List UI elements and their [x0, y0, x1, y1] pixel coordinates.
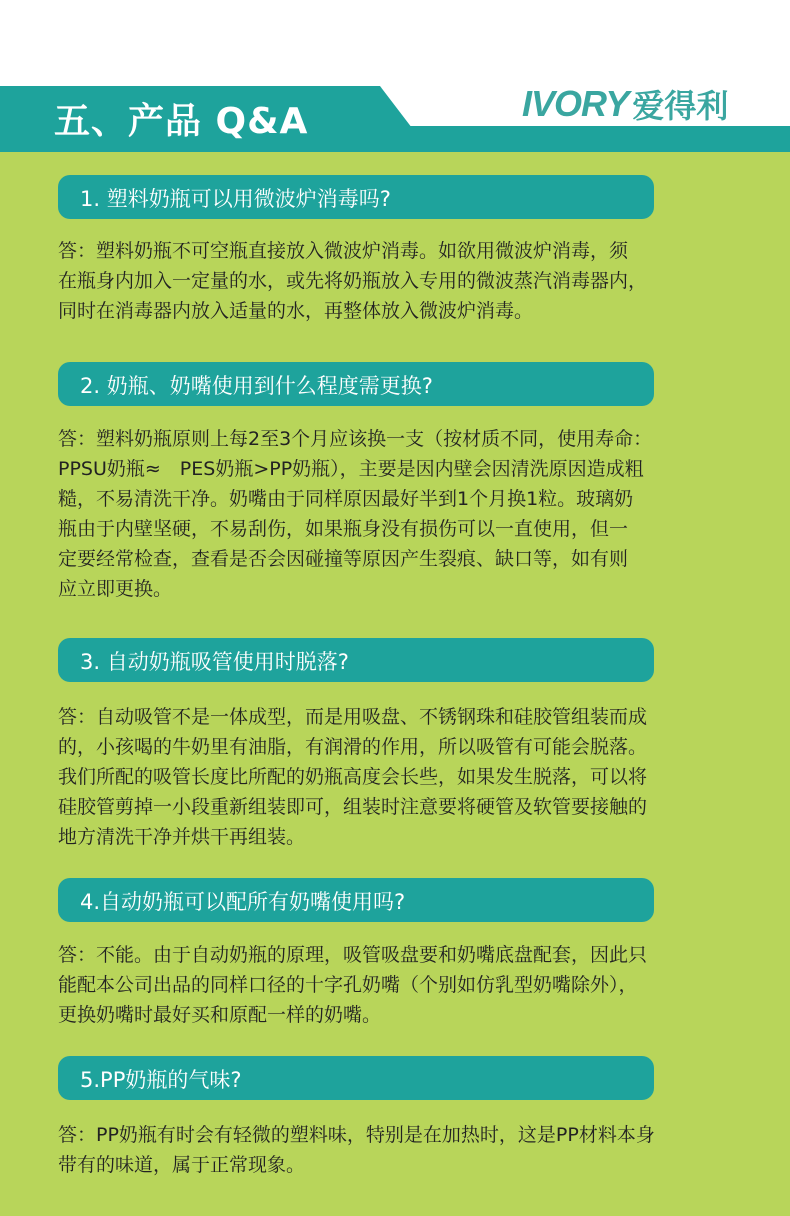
answer-block-4	[58, 940, 748, 1030]
answer-line: 更换奶嘴时最好买和原配一样的奶嘴。	[58, 1004, 382, 1026]
answer-line: 我们所配的吸管长度比所配的奶瓶高度会长些，如果发生脱落，可以将	[58, 766, 648, 788]
question-banner-2	[58, 362, 654, 406]
answer-block-3	[58, 702, 748, 852]
question-banner-1	[58, 175, 654, 219]
answer-line: 应立即更换。	[58, 578, 173, 600]
answer-line: 在瓶身内加入一定量的水，或先将奶瓶放入专用的微波蒸汽消毒器内，	[58, 270, 648, 292]
answer-line: 答：自动吸管不是一体成型，而是用吸盘、不锈钢珠和硅胶管组装而成	[58, 706, 648, 728]
question-banner-4	[58, 878, 654, 922]
answer-line: 答：塑料奶瓶原则上每2至3个月应该换一支（按材质不同，使用寿命：	[58, 428, 653, 450]
answer-line: 的，小孩喝的牛奶里有油脂，有润滑的作用，所以吸管有可能会脱落。	[58, 736, 648, 758]
answer-line: 同时在消毒器内放入适量的水，再整体放入微波炉消毒。	[58, 300, 534, 322]
answer-line: 答：PP奶瓶有时会有轻微的塑料味，特别是在加热时，这是PP材料本身	[58, 1124, 655, 1146]
answer-line: 糙，不易清洗干净。奶嘴由于同样原因最好半到1个月换1粒。玻璃奶	[58, 488, 634, 510]
question-text-3: 3. 自动奶瓶吸管使用时脱落?	[80, 650, 349, 674]
answer-line: PPSU奶瓶≈ PES奶瓶>PP奶瓶），主要是因内壁会因清洗原因造成粗	[58, 458, 644, 480]
answer-line: 答：塑料奶瓶不可空瓶直接放入微波炉消毒。如欲用微波炉消毒，须	[58, 240, 629, 262]
answer-line: 地方清洗干净并烘干再组装。	[58, 826, 306, 848]
question-text-4: 4.自动奶瓶可以配所有奶嘴使用吗?	[80, 890, 406, 914]
question-text-1: 1. 塑料奶瓶可以用微波炉消毒吗?	[80, 187, 391, 211]
logo-latin-text: IVORY	[522, 83, 629, 124]
brand-logo	[522, 83, 729, 125]
answer-block-5	[58, 1120, 748, 1180]
answer-line: 瓶由于内壁坚硬，不易刮伤，如果瓶身没有损伤可以一直使用，但一	[58, 518, 629, 540]
answer-line: 带有的味道，属于正常现象。	[58, 1154, 306, 1176]
answer-line: 能配本公司出品的同样口径的十字孔奶嘴（个别如仿乳型奶嘴除外），	[58, 974, 638, 996]
answer-line: 答：不能。由于自动奶瓶的原理，吸管吸盘要和奶嘴底盘配套，因此只	[58, 944, 648, 966]
answer-line: 硅胶管剪掉一小段重新组装即可，组装时注意要将硬管及软管要接触的	[58, 796, 648, 818]
answer-line: 定要经常检查，查看是否会因碰撞等原因产生裂痕、缺口等，如有则	[58, 548, 629, 570]
logo-chinese-text: 爱得利	[632, 87, 729, 125]
answer-block-2	[58, 424, 748, 604]
page-title: 五、产品 Q&A	[54, 101, 309, 142]
question-banner-3	[58, 638, 654, 682]
question-text-2: 2. 奶瓶、奶嘴使用到什么程度需更换?	[80, 374, 433, 398]
question-text-5: 5.PP奶瓶的气味?	[80, 1068, 242, 1092]
question-banner-5	[58, 1056, 654, 1100]
answer-block-1	[58, 236, 748, 326]
